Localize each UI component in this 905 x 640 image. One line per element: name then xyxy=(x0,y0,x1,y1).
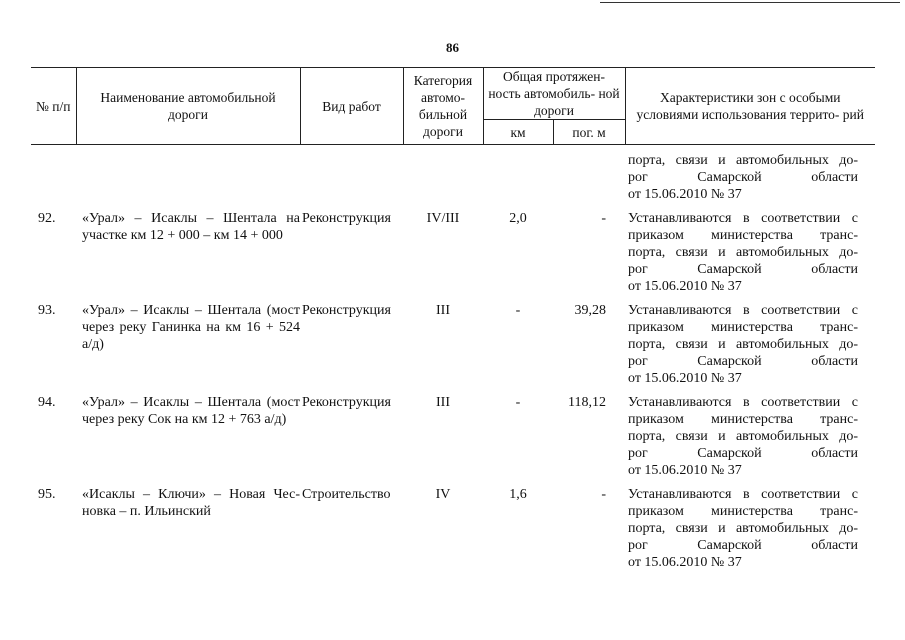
road-category: IV/III xyxy=(426,211,460,226)
road-name: «Исаклы – Ключи» – Новая Чес- новка – п. Ильинский xyxy=(82,487,300,519)
zones-line: порта, связи и автомобильных до- xyxy=(628,245,858,260)
zones-cell xyxy=(628,152,858,203)
road-name: «Урал» – Исаклы – Шентала на участке км 12 + 000 – км 14 + 000 xyxy=(82,211,300,243)
work-type: Реконструкция xyxy=(302,211,391,226)
length-km: 2,0 xyxy=(509,211,527,226)
road-category: III xyxy=(436,395,450,410)
length-km: - xyxy=(515,395,521,410)
road-category: IV xyxy=(435,487,451,502)
zones-line: рог Самарской области xyxy=(628,170,858,185)
header-work: Вид работ xyxy=(300,68,403,145)
length-pog: 118,12 xyxy=(568,395,606,410)
zones-cell xyxy=(628,486,858,571)
work-type: Реконструкция xyxy=(302,395,391,410)
header-pog: пог. м xyxy=(553,120,625,145)
zones-line: приказом министерства транс- xyxy=(628,320,858,335)
work-type: Реконструкция xyxy=(302,303,391,318)
zones-line: рог Самарской области xyxy=(628,262,858,277)
zones-cell xyxy=(628,210,858,295)
table-header xyxy=(31,67,875,145)
road-name: «Урал» – Исаклы – Шентала (мост через реку Сок на км 12 + 763 а/д) xyxy=(82,395,300,427)
header-length: Общая протяжен- ность автомобиль- ной дороги xyxy=(483,68,625,120)
header-name: Наименование автомобильной дороги xyxy=(76,68,300,145)
zones-line: порта, связи и автомобильных до- xyxy=(628,521,858,536)
zones-line: Устанавливаются в соответствии с xyxy=(628,303,858,318)
zones-line: приказом министерства транс- xyxy=(628,412,858,427)
length-km: 1,6 xyxy=(509,487,527,502)
zones-line: от 15.06.2010 № 37 xyxy=(628,463,742,478)
zones-line: порта, связи и автомобильных до- xyxy=(628,153,858,168)
length-pog: - xyxy=(601,211,606,226)
zones-line: рог Самарской области xyxy=(628,446,858,461)
zones-line: порта, связи и автомобильных до- xyxy=(628,429,858,444)
header-category: Категория автомо- бильной дороги xyxy=(403,68,483,145)
row-number: 95. xyxy=(38,487,56,502)
zones-cell xyxy=(628,302,858,387)
zones-line: Устанавливаются в соответствии с xyxy=(628,395,858,410)
zones-line: от 15.06.2010 № 37 xyxy=(628,555,742,570)
row-number: 94. xyxy=(38,395,56,410)
header-num: № п/п xyxy=(31,68,76,145)
zones-line: от 15.06.2010 № 37 xyxy=(628,371,742,386)
zones-line: порта, связи и автомобильных до- xyxy=(628,337,858,352)
zones-line: приказом министерства транс- xyxy=(628,504,858,519)
top-rule xyxy=(600,2,900,3)
road-name: «Урал» – Исаклы – Шентала (мост через реку Ганинка на км 16 + 524 а/д) xyxy=(82,303,300,352)
row-number: 92. xyxy=(38,211,56,226)
zones-line: Устанавливаются в соответствии с xyxy=(628,487,858,502)
zones-line: приказом министерства транс- xyxy=(628,228,858,243)
work-type: Строительство xyxy=(302,487,391,502)
page-number: 86 xyxy=(446,40,459,55)
length-pog: - xyxy=(601,487,606,502)
road-category: III xyxy=(436,303,450,318)
length-km: - xyxy=(515,303,521,318)
zones-line: рог Самарской области xyxy=(628,354,858,369)
length-pog: 39,28 xyxy=(574,303,606,318)
zones-line: рог Самарской области xyxy=(628,538,858,553)
zones-cell xyxy=(628,394,858,479)
zones-line: от 15.06.2010 № 37 xyxy=(628,279,742,294)
header-km: км xyxy=(483,120,553,145)
zones-line: от 15.06.2010 № 37 xyxy=(628,187,742,202)
header-zones: Характеристики зон с особыми условиями использования террито- рий xyxy=(625,68,875,145)
row-number: 93. xyxy=(38,303,56,318)
zones-line: Устанавливаются в соответствии с xyxy=(628,211,858,226)
